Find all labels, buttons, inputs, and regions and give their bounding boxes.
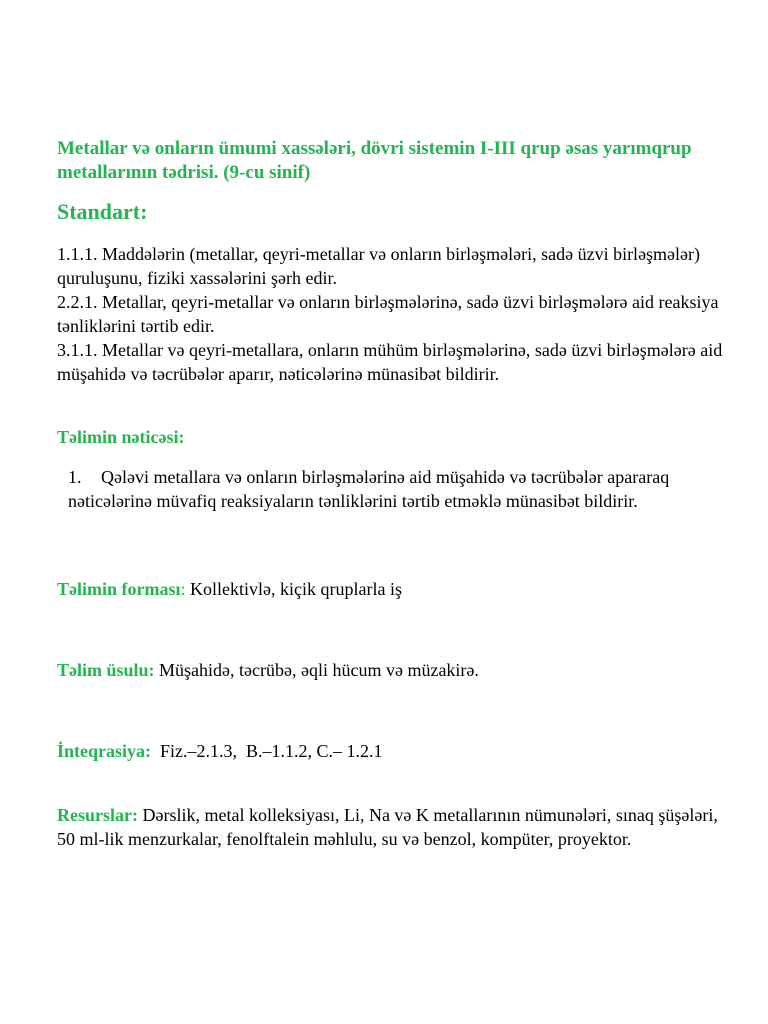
list-item-text: Qələvi metallara və onların birləşmələrinə aid müşahidə və təcrübələr apararaq nəticələrinə müvafiq reaksiyaların tənliklərini tərtib etməklə münasibət bildirir. (68, 467, 670, 511)
forma-value: Kollektivlə, kiçik qruplarla iş (185, 579, 402, 599)
resources-value: Dərslik, metal kolleksiyası, Li, Na və K metallarının nümunələri, sınaq şüşələri, 50 ml-lik menzurkalar, fenolftalein məhlulu, su və benzol, kompüter, proyektor. (57, 805, 718, 849)
standart-heading: Standart: (57, 199, 148, 224)
outcome-section (57, 425, 737, 449)
forma-label: Təlimin forması (57, 579, 181, 599)
standards-list (57, 242, 737, 386)
integration-value: Fiz.–2.1.3, B.–1.1.2, C.– 1.2.1 (151, 741, 383, 761)
usul-label: Təlim üsulu: (57, 660, 155, 680)
outcome-list (68, 465, 728, 513)
standard-item: 3.1.1. Metallar və qeyri-metallara, onların mühüm birləşmələrinə, sadə üzvi birləşmələrə aid müşahidə və təcrübələr aparır, nəticələrinə münasibət bildirir. (57, 340, 723, 384)
resources-section (57, 803, 737, 851)
forma-colon: : (180, 579, 186, 599)
integration-section (57, 739, 737, 763)
standard-item: 2.2.1. Metallar, qeyri-metallar və onların birləşmələrinə, sadə üzvi birləşmələrə aid reaksiya tənliklərini tərtib edir. (57, 292, 719, 336)
standard-item: 1.1.1. Maddələrin (metallar, qeyri-metallar və onların birləşmələri, sadə üzvi birləşmələr) quruluşunu, fiziki xassələrini şərh edir. (57, 244, 701, 288)
usul-value: Müşahidə, təcrübə, əqli hücum və müzakirə. (154, 660, 479, 680)
resources-label: Resurslar: (57, 805, 138, 825)
document-title: Metallar və onların ümumi xassələri, dövri sistemin I-III qrup əsas yarımqrup metallarının tədrisi. (9-cu sinif) (57, 138, 692, 183)
usul-section (57, 658, 737, 682)
list-item-number: 1. (68, 467, 82, 487)
list-item (68, 465, 728, 513)
integration-label: İnteqrasiya: (57, 741, 151, 761)
forma-section (57, 577, 737, 601)
outcome-heading: Təlimin nəticəsi: (57, 427, 185, 447)
